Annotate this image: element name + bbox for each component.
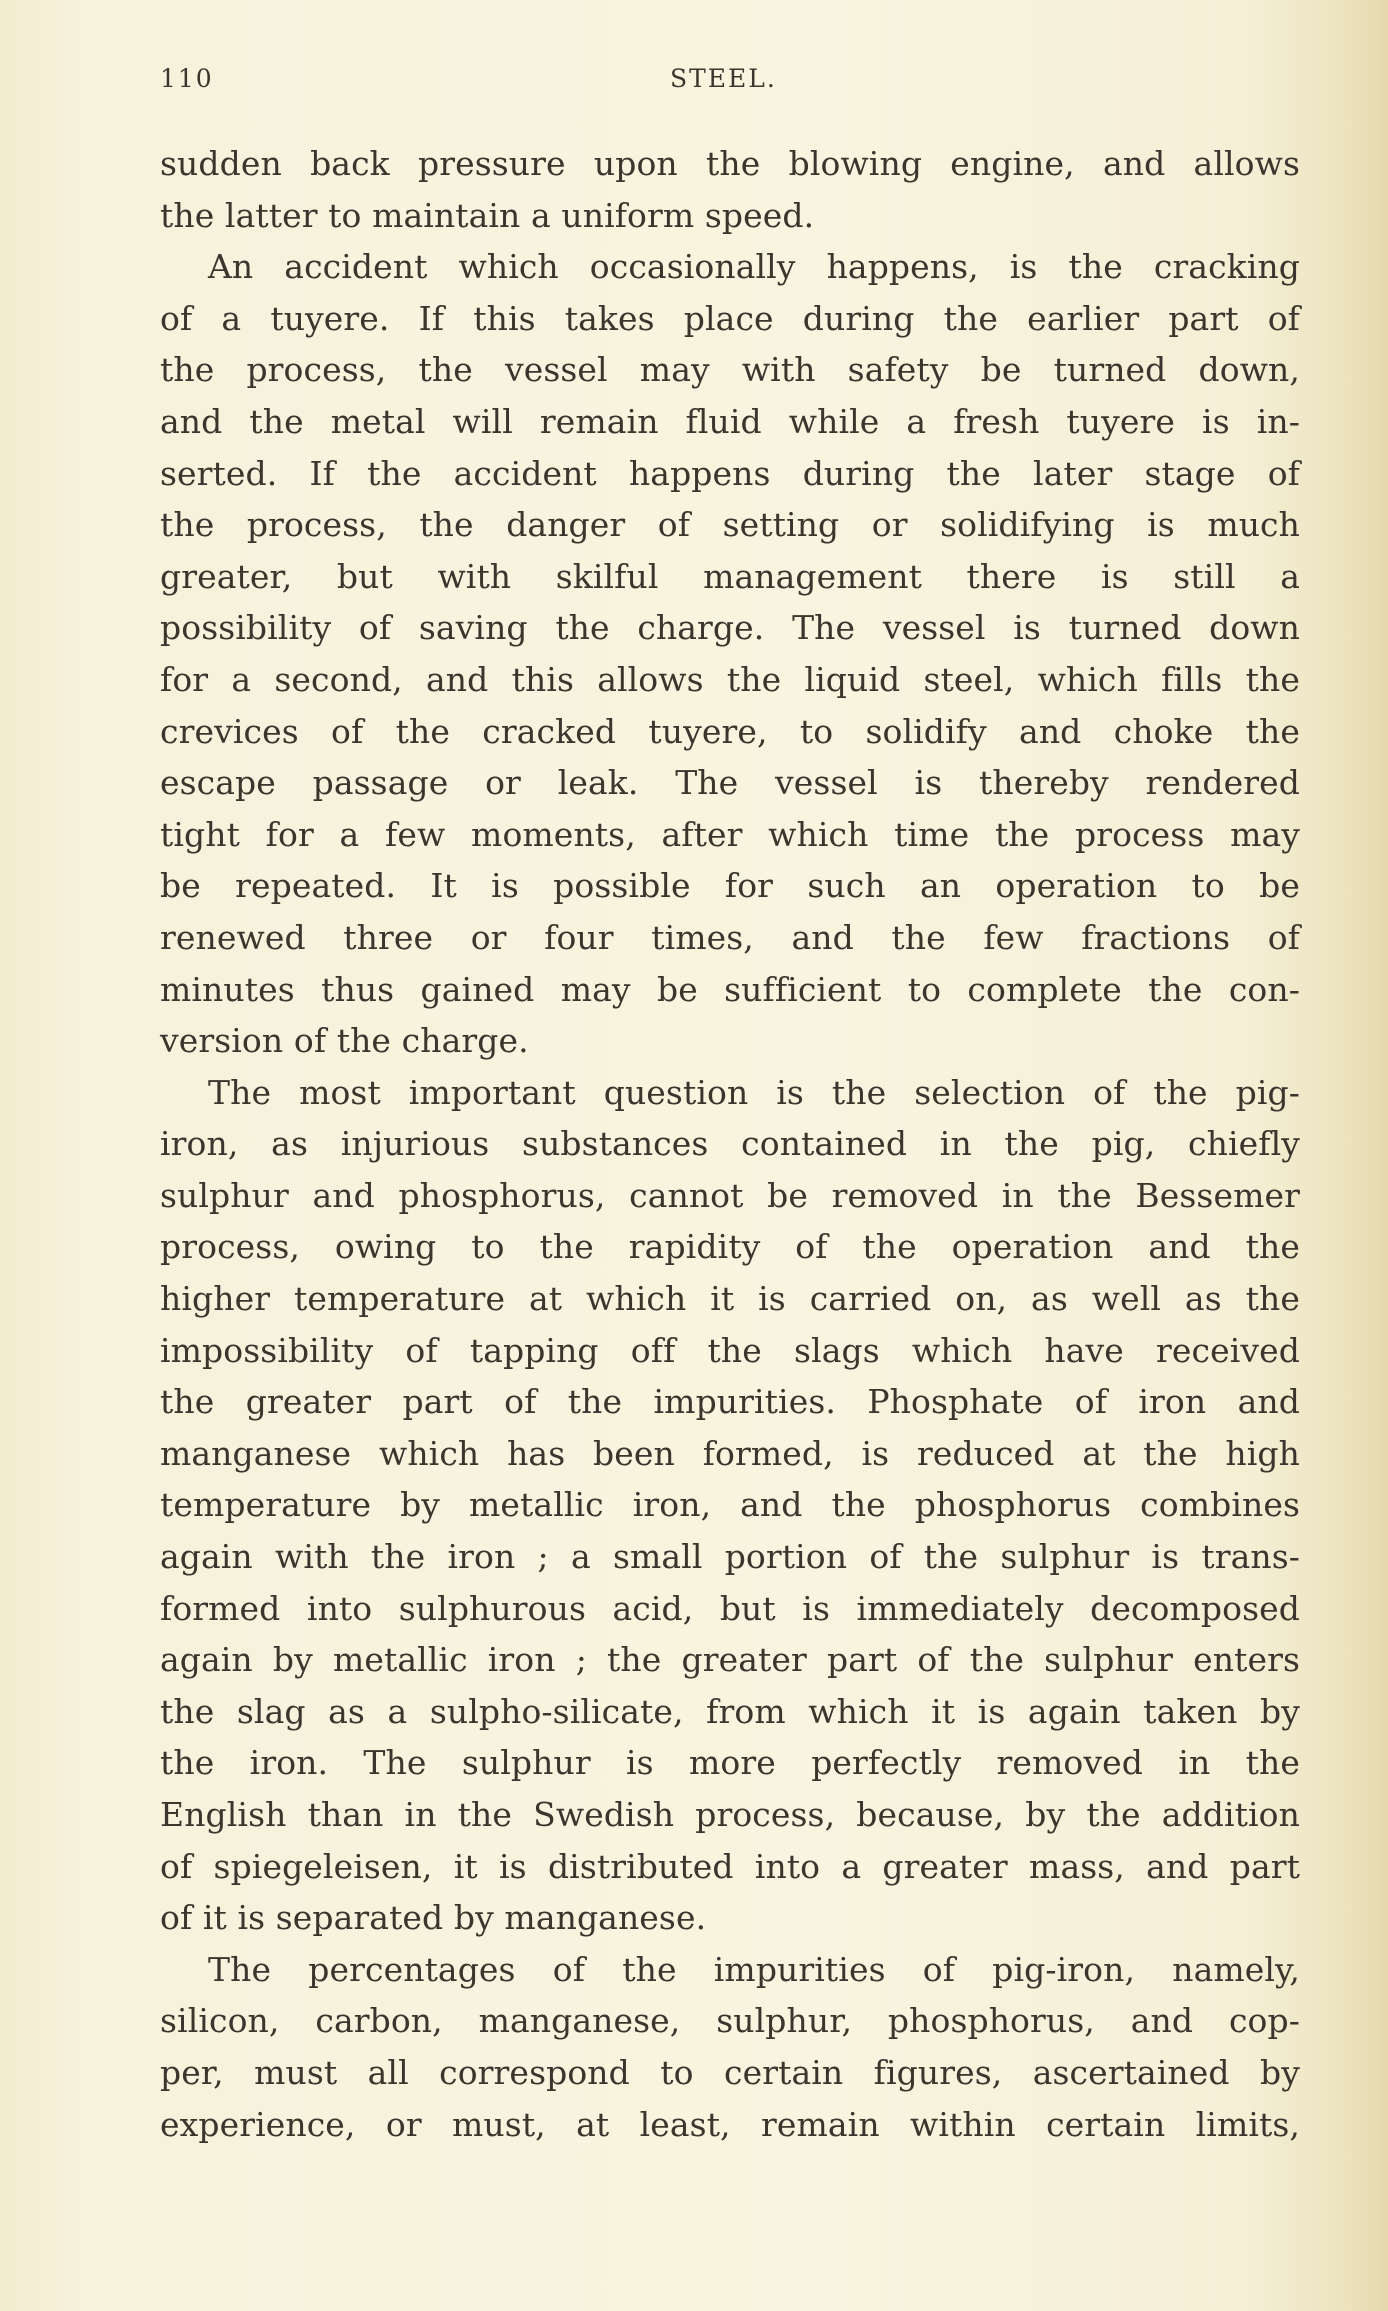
text-line: the slag as a sulpho-silicate, from which it is again taken by [160, 1691, 1300, 1731]
text-line: serted. If the accident happens during the later stage of [160, 453, 1300, 493]
running-title: STEEL. [670, 64, 777, 93]
text-line: the process, the danger of setting or solidifying is much [160, 505, 1300, 545]
text-line: again with the iron ; a small portion of the sulphur is trans- [160, 1537, 1300, 1577]
body-text [160, 138, 1300, 2150]
text-line: iron, as injurious substances contained in the pig, chiefly [160, 1124, 1300, 1164]
text-line: sudden back pressure upon the blowing engine, and allows [160, 144, 1300, 183]
text-line: of spiegeleisen, it is distributed into a greater mass, and part [160, 1846, 1300, 1886]
text-line: An accident which occasionally happens, is the cracking [208, 247, 1300, 287]
text-line: English than in the Swedish process, because, by the addition [160, 1795, 1300, 1834]
text-line: formed into sulphurous acid, but is immediately decomposed [160, 1588, 1300, 1628]
page-number: 110 [160, 64, 214, 93]
text-line: the latter to maintain a uniform speed. [160, 195, 815, 235]
text-line: for a second, and this allows the liquid steel, which fills the [160, 659, 1300, 699]
text-line: be repeated. It is possible for such an operation to be [160, 866, 1300, 906]
text-line: The most important question is the selection of the pig- [208, 1072, 1300, 1112]
text-line: escape passage or leak. The vessel is thereby rendered [160, 763, 1300, 803]
text-line: crevices of the cracked tuyere, to solidify and choke the [160, 711, 1300, 751]
text-line: experience, or must, at least, remain within certain limits, [160, 2104, 1300, 2144]
text-line: manganese which has been formed, is reduced at the high [160, 1433, 1300, 1473]
text-line: higher temperature at which it is carried on, as well as the [160, 1279, 1300, 1319]
text-line: The percentages of the impurities of pig-iron, namely, [208, 1949, 1300, 1989]
text-line: renewed three or four times, and the few fractions of [160, 917, 1300, 957]
text-line: sulphur and phosphorus, cannot be removed in the Bessemer [160, 1175, 1300, 1215]
text-line: greater, but with skilful management there is still a [160, 556, 1300, 596]
running-head [160, 64, 1300, 104]
text-line: again by metallic iron ; the greater part of the sulphur enters [160, 1640, 1300, 1680]
text-line: process, owing to the rapidity of the operation and the [160, 1227, 1300, 1267]
text-line: the process, the vessel may with safety be turned down, [160, 350, 1300, 390]
text-line: and the metal will remain fluid while a fresh tuyere is in- [160, 401, 1300, 441]
text-line: possibility of saving the charge. The vessel is turned down [160, 608, 1300, 648]
text-line: version of the charge. [160, 1021, 529, 1061]
text-line: the iron. The sulphur is more perfectly removed in the [160, 1743, 1300, 1783]
text-line: impossibility of tapping off the slags which have received [160, 1330, 1300, 1370]
text-line: temperature by metallic iron, and the phosphorus combines [160, 1485, 1300, 1525]
text-line: of it is separated by manganese. [160, 1898, 707, 1938]
text-line: minutes thus gained may be sufficient to complete the con- [160, 969, 1300, 1009]
text-line: tight for a few moments, after which time the process may [160, 814, 1300, 854]
text-line: of a tuyere. If this takes place during the earlier part of [160, 298, 1300, 338]
text-line: the greater part of the impurities. Phosphate of iron and [160, 1382, 1300, 1422]
text-line: per, must all correspond to certain figures, ascertained by [160, 2052, 1300, 2092]
text-line: silicon, carbon, manganese, sulphur, phosphorus, and cop- [160, 2001, 1300, 2041]
